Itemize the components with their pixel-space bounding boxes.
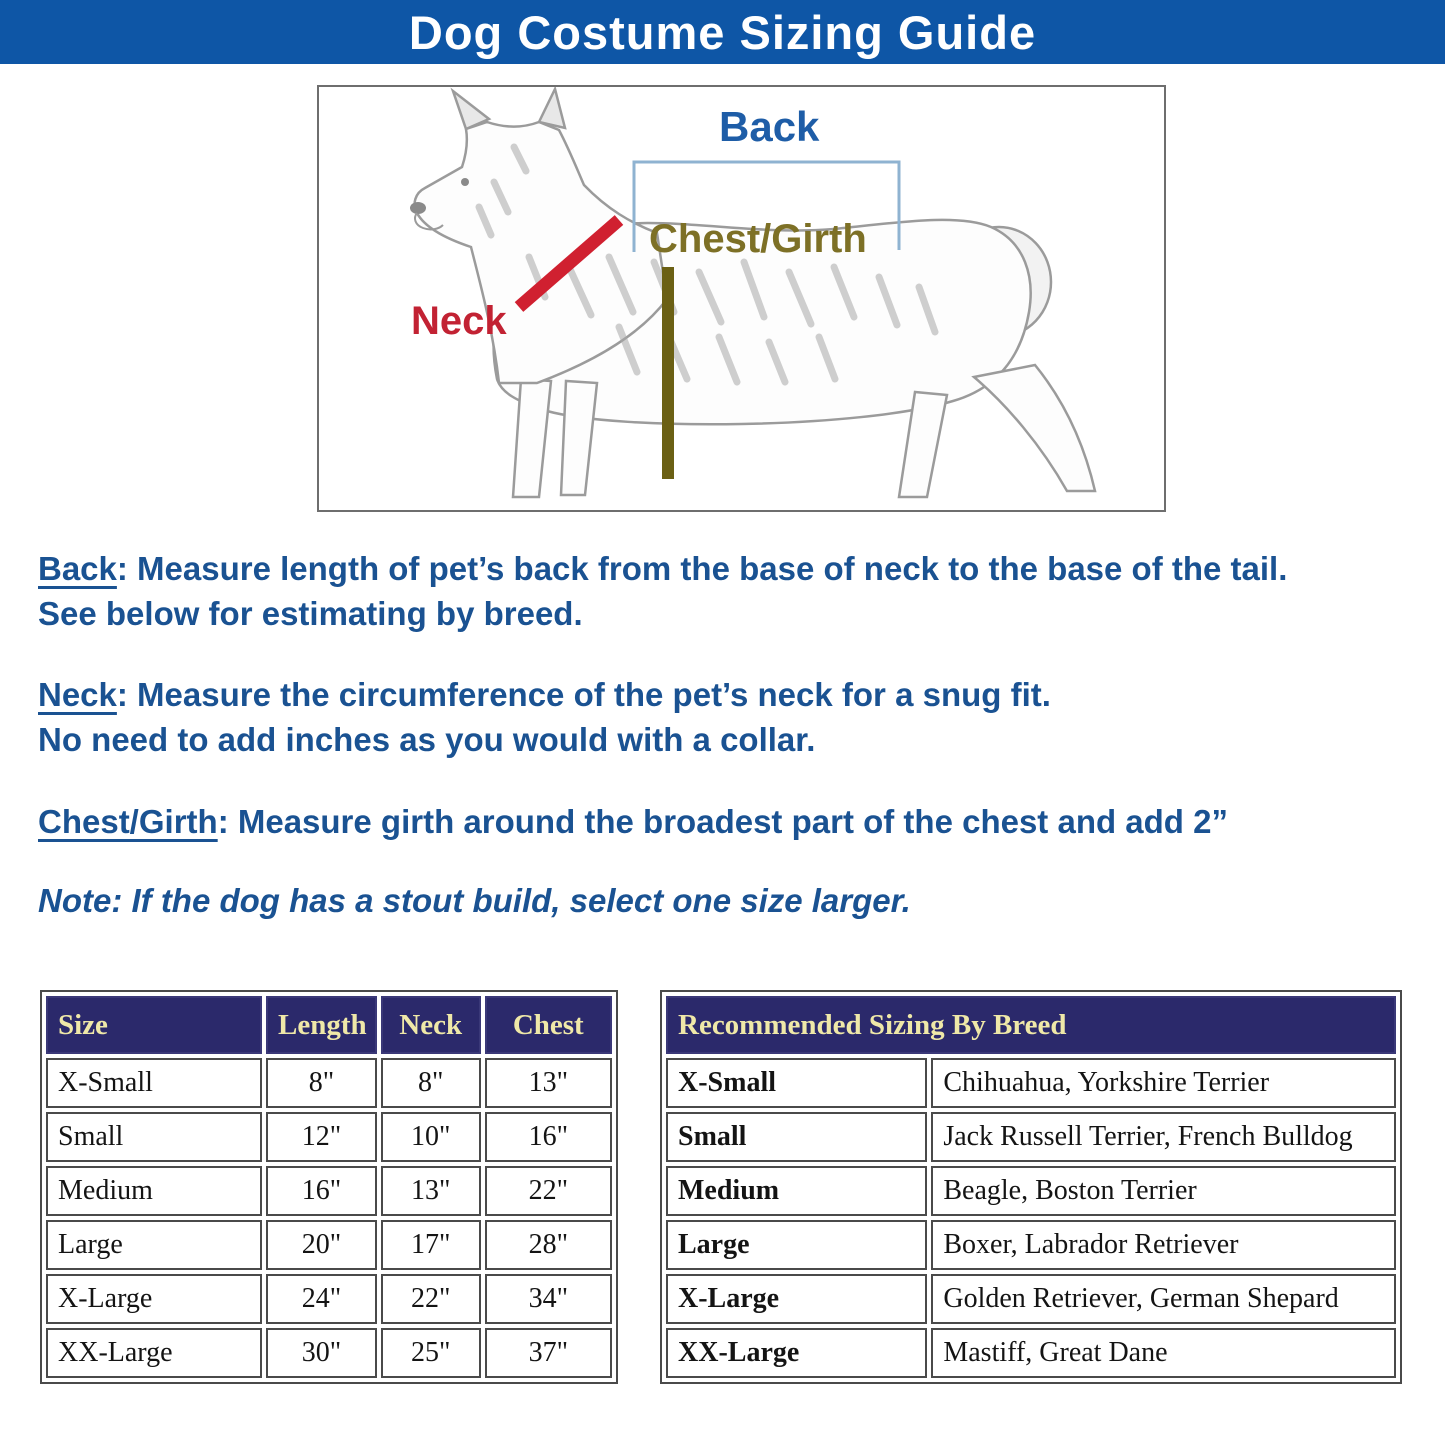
chest-cell: 28" (485, 1220, 612, 1270)
neck-cell: 8" (381, 1058, 481, 1108)
chest-cell: 37" (485, 1328, 612, 1378)
size-cell: XX-Large (666, 1328, 927, 1378)
size-cell: X-Large (46, 1274, 262, 1324)
table-row (666, 1058, 1396, 1108)
breeds-cell: Beagle, Boston Terrier (931, 1166, 1396, 1216)
table-row (666, 1328, 1396, 1378)
dog-hind-leg (974, 365, 1095, 491)
neck-cell: 17" (381, 1220, 481, 1270)
neck-instruction-line2: No need to add inches as you would with a collar. (38, 721, 816, 758)
neck-cell: 22" (381, 1274, 481, 1324)
breed-table-header-row (666, 996, 1396, 1054)
back-instruction-line2: See below for estimating by breed. (38, 595, 583, 632)
dog-measurement-diagram (317, 85, 1166, 512)
back-instruction (38, 546, 1408, 636)
neck-cell: 13" (381, 1166, 481, 1216)
breeds-cell: Jack Russell Terrier, French Bulldog (931, 1112, 1396, 1162)
table-row (46, 1220, 612, 1270)
chest-instruction (38, 799, 1408, 844)
size-cell: Medium (46, 1166, 262, 1216)
table-row (46, 1166, 612, 1216)
back-term: Back (38, 550, 117, 587)
size-cell: X-Small (666, 1058, 927, 1108)
chest-term: Chest/Girth (38, 803, 218, 840)
table-row (666, 1220, 1396, 1270)
length-cell: 12" (266, 1112, 377, 1162)
length-cell: 20" (266, 1220, 377, 1270)
length-cell: 30" (266, 1328, 377, 1378)
chest-girth-label: Chest/Girth (649, 217, 867, 261)
neck-cell: 25" (381, 1328, 481, 1378)
breed-sizing-table (660, 990, 1402, 1384)
size-cell: Large (46, 1220, 262, 1270)
size-chart-table (40, 990, 618, 1384)
length-cell: 8" (266, 1058, 377, 1108)
chest-column-header: Chest (485, 996, 612, 1054)
size-cell: Small (46, 1112, 262, 1162)
breeds-cell: Golden Retriever, German Shepard (931, 1274, 1396, 1324)
chest-instruction-line1: : Measure girth around the broadest part of the chest and add 2” (217, 803, 1228, 840)
table-row (46, 1274, 612, 1324)
chest-cell: 34" (485, 1274, 612, 1324)
neck-term: Neck (38, 676, 117, 713)
breeds-cell: Chihuahua, Yorkshire Terrier (931, 1058, 1396, 1108)
size-column-header: Size (46, 996, 262, 1054)
chest-cell: 16" (485, 1112, 612, 1162)
neck-cell: 10" (381, 1112, 481, 1162)
breeds-cell: Mastiff, Great Dane (931, 1328, 1396, 1378)
chest-measure-line (662, 267, 674, 479)
table-row (666, 1166, 1396, 1216)
dog-eye (461, 178, 469, 186)
neck-label: Neck (411, 299, 507, 343)
breeds-cell: Boxer, Labrador Retriever (931, 1220, 1396, 1270)
table-row (666, 1112, 1396, 1162)
chest-cell: 13" (485, 1058, 612, 1108)
length-column-header: Length (266, 996, 377, 1054)
chest-cell: 22" (485, 1166, 612, 1216)
size-cell: X-Large (666, 1274, 927, 1324)
back-label: Back (719, 103, 820, 150)
table-row (666, 1274, 1396, 1324)
size-cell: Small (666, 1112, 927, 1162)
size-cell: Medium (666, 1166, 927, 1216)
size-cell: Large (666, 1220, 927, 1270)
dog-front-leg (561, 381, 597, 495)
table-row (46, 1058, 612, 1108)
neck-column-header: Neck (381, 996, 481, 1054)
size-chart-header-row (46, 996, 612, 1054)
table-row (46, 1112, 612, 1162)
dog-ear (539, 89, 565, 128)
table-row (46, 1328, 612, 1378)
page-title: Dog Costume Sizing Guide (0, 0, 1445, 64)
dog-nose (410, 202, 426, 214)
length-cell: 24" (266, 1274, 377, 1324)
neck-instruction-line1: : Measure the circumference of the pet’s neck for a snug fit. (116, 676, 1051, 713)
length-cell: 16" (266, 1166, 377, 1216)
breed-table-header: Recommended Sizing By Breed (666, 996, 1396, 1054)
sizing-note: Note: If the dog has a stout build, select one size larger. (38, 882, 911, 919)
size-cell: XX-Large (46, 1328, 262, 1378)
back-instruction-line1: : Measure length of pet’s back from the base of neck to the base of the tail. (116, 550, 1288, 587)
size-cell: X-Small (46, 1058, 262, 1108)
dog-front-leg (513, 379, 551, 497)
neck-instruction (38, 672, 1408, 762)
